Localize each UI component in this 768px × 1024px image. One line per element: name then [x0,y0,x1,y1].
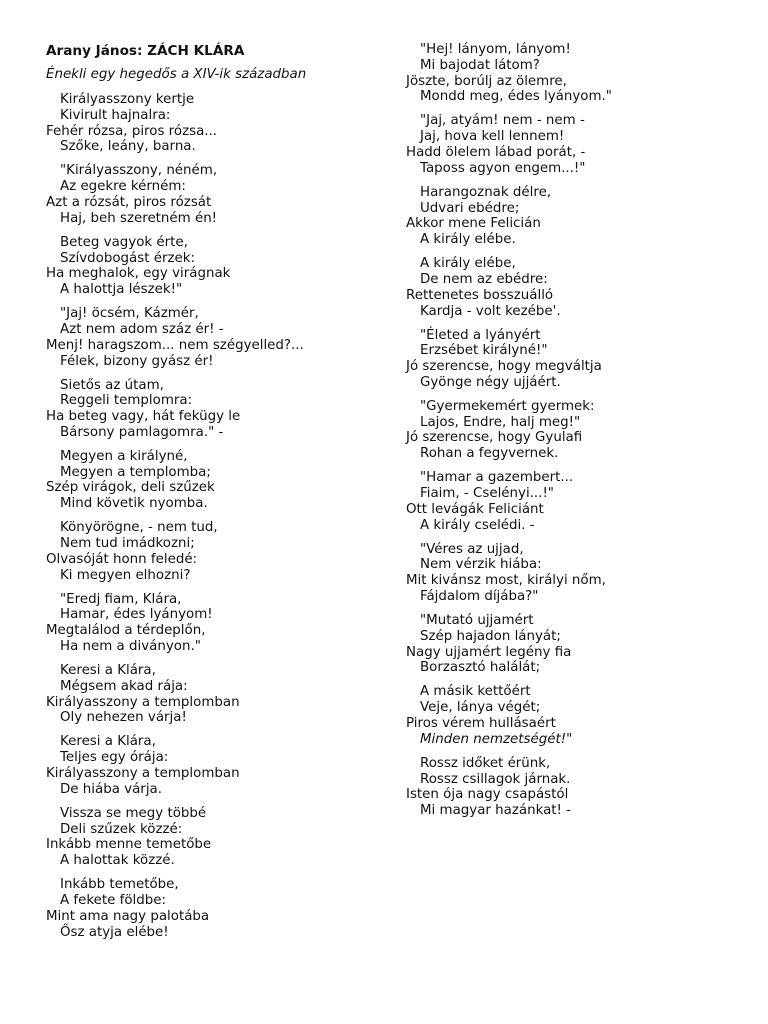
poem-line: Mint ama nagy palotába [46,908,210,924]
poem-line: Teljes egy órája: [60,750,169,766]
poem-line: Inkább temetőbe, [60,877,179,893]
poem-line: "Gyermekemért gyermek: [420,398,595,414]
poem-line: "Életed a lyányért [420,327,541,343]
poem-line: Azt a rózsát, piros rózsát [46,194,212,210]
poem-line: Megyen a templomba; [60,464,211,480]
poem-line: Reggeli templomra: [60,393,193,409]
stanza [46,378,376,441]
poem-line: Jó szerencse, hogy megváltja [406,359,602,375]
poem-line: "Hej! lányom, lányom! [420,42,571,57]
poem-line: Megtalálod a térdeplőn, [46,623,206,639]
stanza [406,328,746,391]
stanza [406,470,746,533]
stanza [46,734,376,797]
stanza [46,92,376,155]
poem-line: Fiaim, - Cselényi...!" [420,486,554,502]
poem-line: Ott levágák Feliciánt [406,501,544,517]
poem-line: Mondd meg, édes lyányom." [420,89,612,105]
stanza [406,113,746,176]
stanza [406,684,746,747]
poem-line: Udvari ebédre; [420,200,520,216]
poem-line: Kardja - volt kezébe'. [420,303,561,319]
poem-line: De nem az ebédre: [420,271,548,287]
poem-line: A másik kettőért [420,684,531,700]
poem-line: Szőke, leány, barna. [60,139,196,155]
stanza-list-left [46,92,376,940]
poem-line: Vissza se megy többé [60,805,207,821]
poem-line: Azt nem adom száz ér! - [60,321,224,337]
poem-column-left [46,42,376,949]
poem-line: Félek, bizony gyász ér! [60,353,214,369]
poem-line: Az egekre kérném: [60,179,186,195]
poem-line: "Mutató ujjamért [420,613,534,628]
stanza-list-right [406,42,746,819]
stanza [406,42,746,105]
poem-subtitle: Énekli egy hegedős a XIV-ik században [46,67,307,82]
poem-line: Borzasztó halálát; [420,660,541,676]
poem-line: Rettenetes bosszuálló [406,287,554,303]
poem-line: Rossz csillagok járnak. [420,771,571,787]
poem-line: Rossz időket érünk, [420,755,551,771]
poem-line: "Hamar a gazembert... [420,470,574,486]
stanza [406,185,746,248]
poem-line: A halottja lészek!" [60,282,183,298]
poem-line: A halottak közzé. [60,853,175,869]
poem-line: Olvasóját honn feledé: [46,551,198,567]
poem-line: Taposs agyon engem...!" [420,160,586,176]
poem-line: Keresi a Klára, [60,734,156,750]
poem-line: Jó szerencse, hogy Gyulafi [406,430,583,446]
poem-line: Nagy ujjamért legény fia [406,644,572,660]
poem-column-right [406,42,746,827]
poem-line: Oly nehezen várja! [60,710,187,726]
poem-line: Keresi a Klára, [60,663,156,678]
poem-line: Mit kivánsz most, királyi nőm, [406,573,606,589]
poem-title: Arany János: ZÁCH KLÁRA [46,43,245,59]
poem-line: Beteg vagyok érte, [60,234,188,250]
stanza [406,399,746,462]
poem-line: Ősz atyja elébe! [60,924,169,940]
stanza [46,520,376,583]
stanza [46,806,376,869]
poem-line: Királyasszony a templomban [46,694,240,710]
poem-line: De hiába várja. [60,781,162,797]
poem-line: A király elébe, [420,256,516,272]
poem-line: Mi magyar hazánkat! - [420,803,572,819]
poem-line: Hadd ölelem lábad porát, - [406,144,586,160]
poem-line: Minden nemzetségét!" [420,731,573,747]
poem-line: Harangoznak délre, [420,184,552,200]
poem-line: Lajos, Endre, halj meg!" [420,414,581,430]
poem-line: Inkább menne temetőbe [46,837,212,853]
poem-line: Nem tud imádkozni; [60,536,195,552]
stanza [46,877,376,940]
poem-line: "Királyasszony, néném, [60,163,218,179]
poem-line: "Jaj! öcsém, Kázmér, [60,306,199,322]
poem-line: Szívdobogást érzek: [60,250,196,266]
poem-line: Hamar, édes lyányom! [60,607,213,623]
poem-line: Mind követik nyomba. [60,496,208,512]
poem-line: "Eredj fiam, Klára, [60,591,182,607]
poem-line: Szép hajadon lányát; [420,628,561,644]
poem-line: Kivirult hajnalra: [60,107,171,123]
poem-line: Piros vérem hullásaért [406,715,556,731]
poem-line: Könyörögne, - nem tud, [60,520,218,536]
poem-line: Fehér rózsa, piros rózsa... [46,123,218,139]
poem-line: Fájdalom díjába?" [420,589,539,605]
stanza [46,306,376,369]
poem-line: A király cselédi. - [420,517,535,533]
poem-line: A fekete földbe: [60,892,167,908]
poem-line: Szép virágok, deli szűzek [46,480,215,496]
poem-line: Jöszte, borúlj az ölemre, [406,73,567,89]
poem-line: Ha beteg vagy, hát fekügy le [46,409,241,425]
poem-line: Erzsébet királyné!" [420,343,548,359]
poem-line: Deli szűzek közzé: [60,821,183,837]
stanza [406,756,746,819]
poem-line: Veje, lánya végét; [420,700,541,716]
poem-line: Haj, beh szeretném én! [60,210,218,226]
poem-line: Megyen a királyné, [60,448,188,464]
poem-line: Királyasszony a templomban [46,765,240,781]
poem-line: Ha meghalok, egy virágnak [46,266,231,282]
poem-line: Akkor mene Felicián [406,216,541,232]
stanza [406,256,746,319]
poem-line: Gyönge négy ujjáért. [420,374,561,390]
poem-line: Mi bajodat látom? [420,57,540,73]
poem-line: A király elébe. [420,232,516,248]
stanza [46,592,376,655]
poem-line: Rohan a fegyvernek. [420,446,559,462]
stanza [406,613,746,676]
poem-line: Nem vérzik hiába: [420,557,542,573]
poem-line: Királyasszony kertje [60,92,195,107]
poem-line: Menj! haragszom... nem szégyelled?... [46,337,304,353]
poem-line: Isten ója nagy csapástól [406,787,569,803]
poem-line: Sietős az útam, [60,377,164,393]
poem-line: "Véres az ujjad, [420,541,524,557]
stanza [46,235,376,298]
poem-line: "Jaj, atyám! nem - nem - [420,113,585,129]
stanza [46,663,376,726]
poem-line: Ki megyen elhozni? [60,567,191,583]
poem-line: Jaj, hova kell lennem! [420,129,565,145]
stanza [406,542,746,605]
poem-line: Ha nem a diványon." [60,639,201,655]
stanza [46,163,376,226]
poem-line: Mégsem akad rája: [60,678,188,694]
poem-line: Bársony pamlagomra." - [60,424,224,440]
stanza [46,449,376,512]
